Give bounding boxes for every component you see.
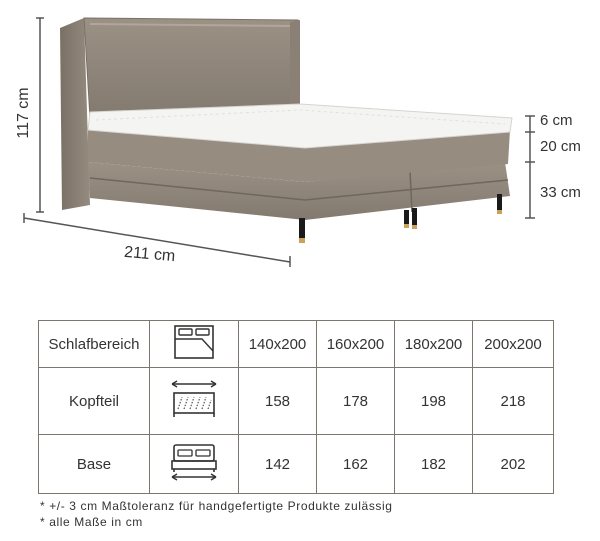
base-value: 182 [395, 435, 473, 494]
kopfteil-value: 158 [239, 368, 317, 435]
size-header: 160x200 [317, 321, 395, 368]
tolerance-note: * +/- 3 cm Maßtoleranz für handgefertigte Produkte zulässig [40, 499, 393, 513]
row-label: Base [39, 435, 150, 494]
kopfteil-value: 178 [317, 368, 395, 435]
kopfteil-value: 198 [395, 368, 473, 435]
size-header: 200x200 [473, 321, 554, 368]
table-row [39, 435, 554, 494]
size-header: 140x200 [239, 321, 317, 368]
kopfteil-value: 218 [473, 368, 554, 435]
base-value: 202 [473, 435, 554, 494]
size-table [38, 320, 554, 494]
base-lower-dimension: 33 cm [540, 184, 581, 201]
base-value: 162 [317, 435, 395, 494]
headboard-width-icon [168, 379, 220, 419]
headboard [84, 18, 298, 118]
base-value: 142 [239, 435, 317, 494]
height-dimension: 117 cm [15, 87, 32, 139]
units-note: * alle Maße in cm [40, 515, 143, 529]
base-upper-dimension: 20 cm [540, 138, 581, 155]
table-row [39, 368, 554, 435]
header-label: Schlafbereich [39, 321, 150, 368]
length-dimension: 211 cm [123, 243, 176, 266]
size-header: 180x200 [395, 321, 473, 368]
bed-top-view-icon [172, 323, 216, 361]
row-label: Kopfteil [39, 368, 150, 435]
bed-base-width-icon [168, 442, 220, 482]
table-header-row [39, 321, 554, 368]
mattress-height-dimension: 6 cm [540, 112, 573, 129]
